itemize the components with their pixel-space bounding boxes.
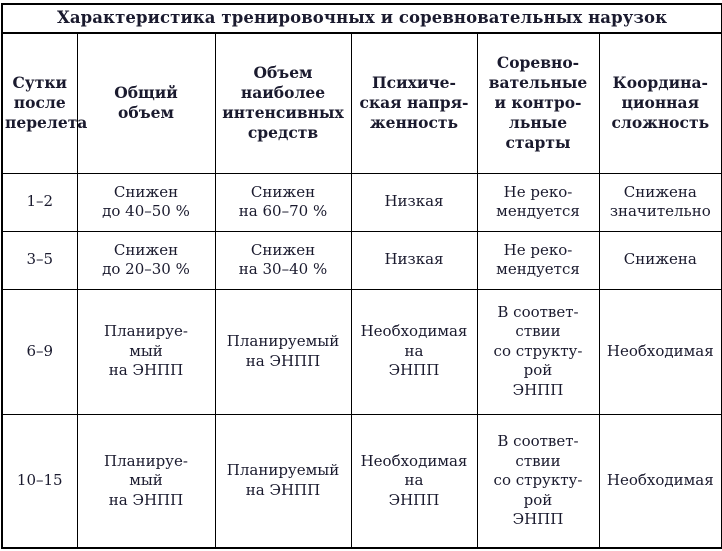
cell-intensive-means-volume — [215, 414, 351, 548]
cell-days — [2, 231, 77, 289]
cell-total-volume — [77, 173, 215, 231]
cell-intensive-means-volume — [215, 289, 351, 414]
text-line: льные — [508, 113, 568, 133]
text-line: на — [404, 341, 424, 360]
table-title-row — [2, 4, 722, 33]
text-line: ствии — [515, 322, 561, 341]
cell-coordination-complexity — [599, 289, 722, 414]
text-line: Психиче- — [372, 73, 456, 93]
table-row — [2, 289, 722, 414]
table-row — [2, 173, 722, 231]
training-load-characteristics-table — [1, 3, 722, 549]
text-line: после — [13, 93, 66, 113]
text-line: интенсивных — [222, 103, 344, 123]
text-line: Снижен — [113, 240, 179, 259]
text-line: Не реко- — [503, 182, 573, 201]
cell-mental-tension — [351, 414, 477, 548]
cell-competitive-control-starts — [477, 231, 599, 289]
text-line: на ЭНПП — [108, 361, 184, 380]
text-line: до 20–30 % — [102, 260, 190, 278]
text-line: мый — [129, 471, 163, 489]
text-line: объем — [118, 103, 174, 123]
text-line: 3–5 — [26, 250, 54, 269]
text-line: на ЭНПП — [245, 480, 321, 499]
text-line: Снижен — [113, 182, 179, 201]
text-line: вательные — [488, 73, 588, 93]
column-header-coordination-complexity — [599, 33, 722, 173]
text-line: Сутки — [12, 73, 68, 93]
table-row — [2, 231, 722, 289]
column-header-total-volume — [77, 33, 215, 173]
text-line: 6–9 — [26, 341, 54, 360]
text-line: В соответ- — [497, 302, 579, 321]
cell-mental-tension — [351, 231, 477, 289]
text-line: Низкая — [384, 250, 444, 269]
text-line: перелета — [5, 113, 88, 133]
text-line: Соревно- — [496, 52, 580, 72]
text-line: Планируе- — [104, 322, 188, 341]
cell-competitive-control-starts — [477, 173, 599, 231]
cell-total-volume — [77, 231, 215, 289]
text-line: 1–2 — [26, 192, 54, 211]
text-line: ствии — [515, 451, 561, 470]
text-line: Планируемый — [226, 461, 340, 480]
text-line: мендуется — [496, 260, 580, 278]
cell-days — [2, 173, 77, 231]
table-row — [2, 414, 722, 548]
text-line: средств — [247, 123, 319, 143]
text-line: Снижен — [250, 240, 316, 259]
text-line: ЭНПП — [388, 361, 440, 380]
text-line: сложность — [611, 113, 710, 133]
column-header-competitive-control-starts — [477, 33, 599, 173]
text-line: на 30–40 % — [238, 260, 328, 278]
text-line: мый — [129, 341, 163, 360]
text-line: Необходимая — [360, 322, 468, 341]
table-header-row — [2, 33, 722, 173]
text-line: и контро- — [494, 93, 582, 113]
text-line: Координа- — [612, 73, 708, 93]
page-title: Характеристика тренировочных и соревновательных нарузок — [2, 4, 722, 33]
column-header-mental-tension — [351, 33, 477, 173]
text-line: Не реко- — [503, 240, 573, 259]
text-line: значительно — [609, 202, 711, 220]
text-line: до 40–50 % — [102, 202, 190, 220]
text-line: Объем — [253, 62, 313, 82]
text-line: на — [404, 471, 424, 489]
text-line: Снижен — [250, 182, 316, 201]
text-line: наиболее — [240, 83, 326, 103]
text-line: рой — [523, 490, 553, 509]
cell-competitive-control-starts — [477, 414, 599, 548]
text-line: Необходимая — [606, 341, 714, 360]
cell-mental-tension — [351, 289, 477, 414]
text-line: ЭНПП — [512, 510, 564, 528]
cell-intensive-means-volume — [215, 173, 351, 231]
text-line: со структу- — [493, 341, 583, 360]
cell-total-volume — [77, 414, 215, 548]
text-line: Снижена — [623, 250, 697, 269]
text-line: мендуется — [496, 202, 580, 220]
cell-intensive-means-volume — [215, 231, 351, 289]
cell-coordination-complexity — [599, 173, 722, 231]
text-line: на 60–70 % — [238, 202, 328, 220]
text-line: ЭНПП — [388, 490, 440, 509]
text-line: Снижена — [623, 182, 697, 201]
text-line: ЭНПП — [512, 380, 564, 399]
text-line: Низкая — [384, 192, 444, 211]
text-line: ская напря- — [359, 93, 469, 113]
text-line: 10–15 — [16, 471, 63, 489]
text-line: Необходимая — [360, 451, 468, 470]
cell-days — [2, 414, 77, 548]
text-line: старты — [505, 133, 571, 153]
cell-mental-tension — [351, 173, 477, 231]
text-line: Планируе- — [104, 451, 188, 470]
cell-days — [2, 289, 77, 414]
cell-coordination-complexity — [599, 231, 722, 289]
text-line: со структу- — [493, 471, 583, 489]
column-header-days-after-flight — [2, 33, 88, 173]
text-line: рой — [523, 361, 553, 380]
text-line: В соответ- — [497, 432, 579, 450]
text-line: Планируемый — [226, 332, 340, 350]
column-header-intensive-means-volume — [215, 33, 351, 173]
text-line: женность — [369, 113, 459, 133]
text-line: Необходимая — [606, 471, 714, 489]
cell-total-volume — [77, 289, 215, 414]
text-line: на ЭНПП — [245, 351, 321, 370]
cell-competitive-control-starts — [477, 289, 599, 414]
text-line: на ЭНПП — [108, 490, 184, 509]
cell-coordination-complexity — [599, 414, 722, 548]
text-line: ционная — [621, 93, 700, 113]
text-line: Общий — [114, 83, 178, 103]
